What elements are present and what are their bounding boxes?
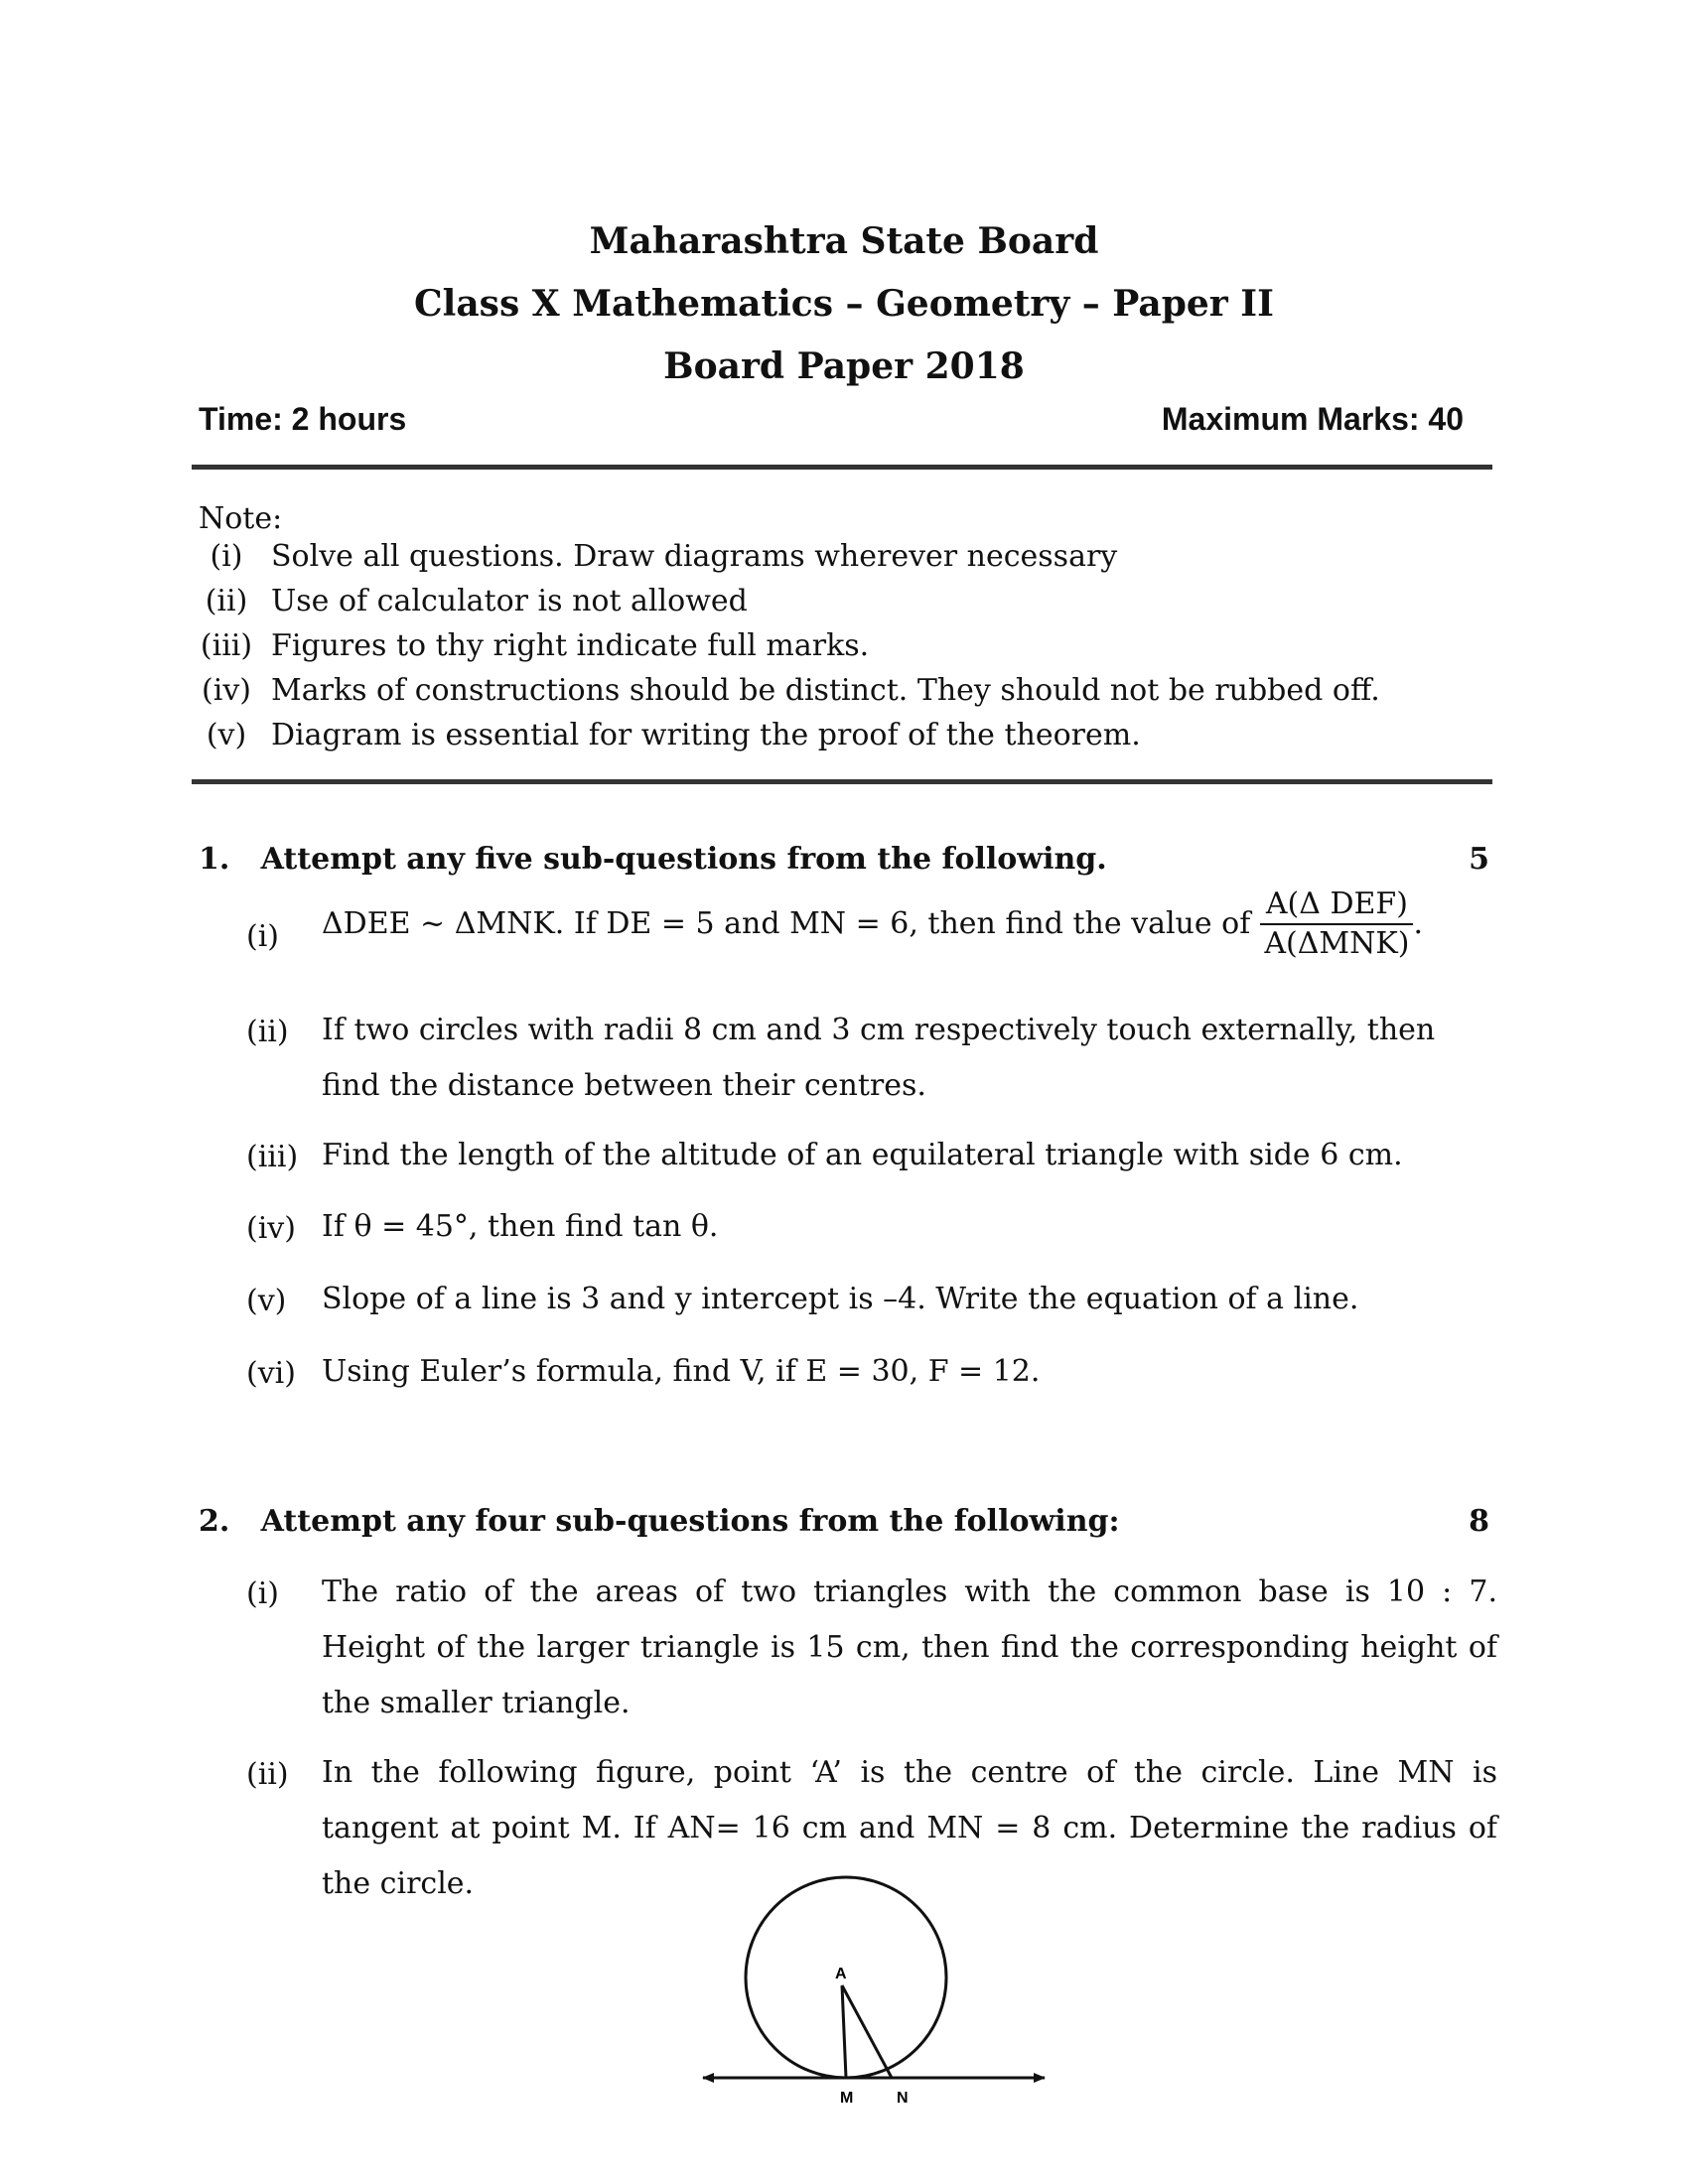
sub-text [322, 886, 1497, 963]
board-title: Maharashtra State Board [589, 220, 1099, 262]
header-divider [192, 465, 1492, 470]
question-1-heading [199, 842, 1107, 877]
sub-text: Find the length of the altitude of an equilateral triangle with side 6 cm. [322, 1138, 1403, 1172]
sub-text-end: . [1413, 906, 1424, 941]
note-text: Diagram is essential for writing the proof of the theorem. [271, 718, 1141, 752]
question-text: Attempt any five sub-questions from the following. [260, 842, 1107, 877]
label-n: N [897, 2090, 909, 2107]
sub-text: If two circles with radii 8 cm and 3 cm respectively touch externally, then find the distance between their centres. [322, 1013, 1436, 1103]
paper-title: Board Paper 2018 [663, 345, 1025, 387]
question-number: 1. [199, 842, 230, 877]
sub-number: (iii) [246, 1140, 299, 1174]
time-label: Time: 2 hours [199, 401, 407, 437]
note-item [192, 673, 1380, 713]
segment-an [842, 1985, 892, 2078]
sub-number: (v) [246, 1284, 287, 1318]
label-a: A [835, 1966, 847, 1982]
question-2-marks: 8 [1469, 1504, 1489, 1539]
sub-number: (vi) [246, 1356, 296, 1391]
note-title: Note: [199, 501, 283, 536]
note-text: Figures to thy right indicate full marks. [271, 628, 870, 663]
note-item [192, 628, 870, 668]
sub-number: (ii) [246, 1015, 289, 1049]
sub-number: (i) [246, 919, 280, 954]
label-m: M [840, 2090, 854, 2107]
area-ratio-fraction [1260, 886, 1413, 963]
notes-divider [192, 779, 1492, 784]
note-number: (ii) [205, 584, 248, 618]
max-marks-label: Maximum Marks: 40 [1161, 401, 1464, 437]
fraction-numerator: A(Δ DEF) [1260, 886, 1413, 925]
sub-text: Slope of a line is 3 and y intercept is –4. Write the equation of a line. [322, 1282, 1359, 1316]
sub-text: The ratio of the areas of two triangles with the common base is 10 : 7. Height of the larger triangle is 15 cm, then find the corresponding height of the smaller triangle. [322, 1574, 1497, 1720]
sub-number: (ii) [246, 1757, 289, 1792]
sub-text: In the following figure, point ‘A’ is the centre of the circle. Line MN is tangent at point M. If AN= 16 cm and MN = 8 cm. Determine the radius of the circle. [322, 1755, 1497, 1901]
question-1-marks: 5 [1469, 842, 1489, 877]
question-text: Attempt any four sub-questions from the following: [260, 1504, 1120, 1539]
circle-tangent-figure [695, 1866, 1062, 2124]
fraction-denominator: A(ΔMNK) [1264, 926, 1410, 961]
note-item [192, 718, 1141, 757]
note-text: Use of calculator is not allowed [271, 584, 748, 618]
note-item [192, 584, 748, 623]
sub-text: Using Euler’s formula, find V, if E = 30, F = 12. [322, 1354, 1041, 1389]
sub-text: If θ = 45°, then find tan θ. [322, 1209, 719, 1244]
sub-text-lead: ΔDEE ~ ΔMNK. If DE = 5 and MN = 6, then find the value of [322, 906, 1251, 941]
question-2-heading [199, 1504, 1120, 1539]
subject-title: Class X Mathematics – Geometry – Paper II [414, 283, 1274, 325]
note-text: Solve all questions. Draw diagrams wherever necessary [271, 539, 1118, 574]
radius-am [842, 1985, 846, 2078]
note-number: (i) [210, 539, 243, 574]
note-number: (iv) [202, 673, 251, 708]
note-number: (iii) [200, 628, 253, 663]
note-number: (v) [206, 718, 247, 752]
sub-number: (i) [246, 1576, 280, 1611]
sub-number: (iv) [246, 1211, 296, 1246]
note-text: Marks of constructions should be distinct. They should not be rubbed off. [271, 673, 1380, 708]
note-item [192, 539, 1118, 579]
question-number: 2. [199, 1504, 230, 1539]
